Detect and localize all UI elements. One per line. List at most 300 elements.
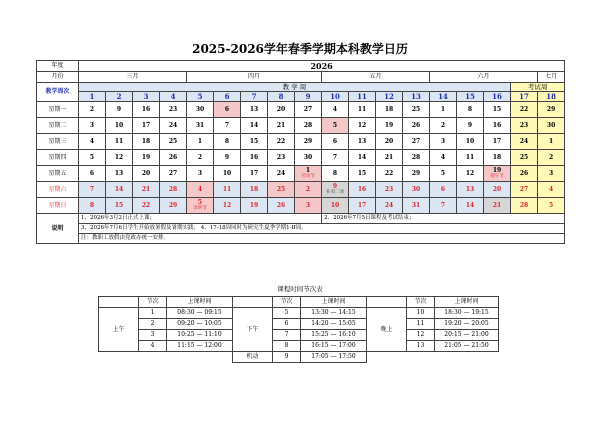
day-number: 12 bbox=[357, 121, 367, 129]
day-cell bbox=[511, 150, 538, 166]
day-number: 4 bbox=[440, 153, 446, 161]
day-number: 30 bbox=[411, 185, 421, 193]
day-number: 20 bbox=[276, 105, 286, 113]
day-number: 13 bbox=[465, 185, 475, 193]
blank-cell bbox=[367, 352, 499, 363]
day-number: 31 bbox=[195, 121, 205, 129]
day-cell bbox=[187, 118, 214, 134]
holiday-note: 清明节 bbox=[193, 205, 207, 211]
day-number: 16 bbox=[141, 105, 151, 113]
day-number: 24 bbox=[384, 201, 394, 209]
day-cell bbox=[214, 102, 241, 118]
day-number: 11 bbox=[465, 153, 475, 161]
day-number: 21 bbox=[492, 201, 502, 209]
month-march: 三月 bbox=[79, 72, 187, 83]
day-number: 19 bbox=[141, 153, 151, 161]
day-cell bbox=[133, 118, 160, 134]
day-number: 30 bbox=[195, 105, 205, 113]
flex-label: 机动 bbox=[233, 352, 273, 363]
day-number: 17 bbox=[492, 137, 502, 145]
day-cell bbox=[268, 102, 295, 118]
day-cell bbox=[295, 166, 322, 182]
day-cell bbox=[484, 134, 511, 150]
day-number: 25 bbox=[276, 185, 286, 193]
day-number: 13 bbox=[249, 105, 259, 113]
day-number: 15 bbox=[492, 105, 502, 113]
day-number: 15 bbox=[114, 201, 124, 209]
time-header: 上课时间 bbox=[435, 297, 499, 308]
day-number: 2 bbox=[197, 153, 203, 161]
day-cell bbox=[403, 182, 430, 198]
day-number: 4 bbox=[89, 137, 95, 145]
day-cell bbox=[268, 134, 295, 150]
day-cell bbox=[160, 150, 187, 166]
period-time: 19:20 — 20:05 bbox=[435, 319, 499, 330]
day-number: 24 bbox=[276, 169, 286, 177]
day-number: 29 bbox=[546, 105, 556, 113]
calendar-table bbox=[36, 60, 565, 244]
day-number: 14 bbox=[249, 121, 259, 129]
day-cell bbox=[106, 150, 133, 166]
day-cell bbox=[106, 198, 133, 214]
day-number: 29 bbox=[303, 137, 313, 145]
day-number: 8 bbox=[467, 105, 473, 113]
day-number: 6 bbox=[89, 169, 95, 177]
day-number: 28 bbox=[519, 201, 529, 209]
period-time: 17:05 — 17:50 bbox=[301, 352, 367, 363]
day-cell bbox=[322, 102, 349, 118]
day-cell bbox=[160, 198, 187, 214]
period-number: 10 bbox=[407, 308, 435, 319]
day-number: 1 bbox=[440, 105, 446, 113]
day-number: 3 bbox=[305, 201, 311, 209]
year-label: 年度 bbox=[37, 61, 79, 72]
period-number: 2 bbox=[139, 319, 167, 330]
day-cell bbox=[511, 118, 538, 134]
schedule-title: 课程时间节次表 bbox=[277, 285, 323, 293]
month-may: 五月 bbox=[322, 72, 430, 83]
period-header: 节次 bbox=[139, 297, 167, 308]
day-cell bbox=[187, 102, 214, 118]
day-cell bbox=[79, 134, 106, 150]
day-cell bbox=[214, 150, 241, 166]
day-cell bbox=[484, 102, 511, 118]
day-number: 27 bbox=[411, 137, 421, 145]
day-cell bbox=[403, 166, 430, 182]
period-time: 14:20 — 15:05 bbox=[301, 319, 367, 330]
day-number: 19 bbox=[384, 121, 394, 129]
day-cell bbox=[187, 182, 214, 198]
day-cell bbox=[457, 118, 484, 134]
day-number: 26 bbox=[411, 121, 421, 129]
day-number: 22 bbox=[276, 137, 286, 145]
week-number: 1 bbox=[79, 92, 106, 102]
day-cell bbox=[106, 134, 133, 150]
day-cell bbox=[214, 182, 241, 198]
day-cell bbox=[430, 150, 457, 166]
day-number: 8 bbox=[332, 169, 338, 177]
day-number: 4 bbox=[549, 185, 554, 193]
period-number: 6 bbox=[273, 319, 301, 330]
day-number: 6 bbox=[224, 105, 230, 113]
day-cell bbox=[457, 150, 484, 166]
week-number: 9 bbox=[295, 92, 322, 102]
week-number: 7 bbox=[241, 92, 268, 102]
day-number: 20 bbox=[384, 137, 394, 145]
week-number: 14 bbox=[430, 92, 457, 102]
day-number: 1 bbox=[305, 166, 311, 174]
day-cell bbox=[268, 166, 295, 182]
month-april: 四月 bbox=[187, 72, 322, 83]
day-number: 26 bbox=[519, 169, 529, 177]
day-cell bbox=[79, 166, 106, 182]
day-number: 16 bbox=[249, 153, 259, 161]
day-cell bbox=[295, 198, 322, 214]
period-number: 3 bbox=[139, 330, 167, 341]
day-number: 21 bbox=[141, 185, 151, 193]
day-number: 30 bbox=[546, 121, 556, 129]
day-number: 2 bbox=[440, 121, 446, 129]
note-line-2: 3、2026年7月6日学生开始放暑假及暑期实践； 4、17-18周同时为研究生夏季学期1-II周。 bbox=[79, 224, 565, 234]
period-time: 15:25 — 16:10 bbox=[301, 330, 367, 341]
period-time: 09:20 — 10:05 bbox=[167, 319, 233, 330]
blank-cell bbox=[233, 297, 273, 308]
day-cell bbox=[241, 102, 268, 118]
day-number: 9 bbox=[224, 153, 230, 161]
day-cell bbox=[457, 198, 484, 214]
day-number: 17 bbox=[357, 201, 367, 209]
week-number: 4 bbox=[160, 92, 187, 102]
day-number: 12 bbox=[465, 169, 475, 177]
month-label: 月份 bbox=[37, 72, 79, 83]
period-number: 12 bbox=[407, 330, 435, 341]
day-cell bbox=[322, 198, 349, 214]
day-number: 21 bbox=[384, 153, 394, 161]
note-line-1b: 2、2026年7月5日课程及考试结束； bbox=[322, 214, 565, 224]
afternoon-label: 下午 bbox=[233, 308, 273, 352]
day-cell bbox=[160, 118, 187, 134]
day-cell bbox=[268, 150, 295, 166]
day-number: 7 bbox=[440, 201, 446, 209]
day-number: 12 bbox=[222, 201, 232, 209]
day-cell bbox=[457, 134, 484, 150]
day-cell bbox=[511, 102, 538, 118]
day-cell bbox=[241, 182, 268, 198]
day-cell bbox=[160, 102, 187, 118]
day-number: 30 bbox=[303, 153, 313, 161]
day-number: 10 bbox=[330, 201, 340, 209]
week-number: 2 bbox=[106, 92, 133, 102]
period-time: 10:25 — 11:10 bbox=[167, 330, 233, 341]
day-number: 5 bbox=[197, 198, 203, 206]
day-cell bbox=[214, 198, 241, 214]
day-number: 5 bbox=[332, 121, 338, 129]
day-number: 7 bbox=[332, 153, 338, 161]
day-number: 18 bbox=[384, 105, 394, 113]
day-number: 18 bbox=[249, 185, 259, 193]
day-cell bbox=[376, 118, 403, 134]
day-cell bbox=[241, 198, 268, 214]
day-number: 29 bbox=[168, 201, 178, 209]
day-number: 23 bbox=[384, 185, 394, 193]
day-number: 23 bbox=[168, 105, 178, 113]
day-number: 14 bbox=[357, 153, 367, 161]
day-cell bbox=[295, 118, 322, 134]
day-cell bbox=[376, 150, 403, 166]
morning-label: 上午 bbox=[99, 308, 139, 352]
day-cell bbox=[349, 134, 376, 150]
day-cell bbox=[349, 102, 376, 118]
day-cell bbox=[376, 134, 403, 150]
week-number: 5 bbox=[187, 92, 214, 102]
day-cell bbox=[538, 150, 565, 166]
week-number: 3 bbox=[133, 92, 160, 102]
day-number: 29 bbox=[411, 169, 421, 177]
day-cell bbox=[538, 134, 565, 150]
day-cell bbox=[484, 118, 511, 134]
day-number: 18 bbox=[492, 153, 502, 161]
period-header: 节次 bbox=[407, 297, 435, 308]
day-number: 8 bbox=[224, 137, 230, 145]
week-number: 11 bbox=[349, 92, 376, 102]
day-cell bbox=[430, 134, 457, 150]
day-cell bbox=[538, 166, 565, 182]
day-number: 14 bbox=[114, 185, 124, 193]
day-number: 5 bbox=[549, 201, 554, 209]
period-number: 4 bbox=[139, 341, 167, 352]
day-number: 3 bbox=[89, 121, 95, 129]
day-cell bbox=[484, 166, 511, 182]
day-cell bbox=[376, 166, 403, 182]
day-cell bbox=[241, 134, 268, 150]
blank-cell bbox=[99, 352, 233, 363]
day-cell bbox=[133, 166, 160, 182]
day-cell bbox=[268, 182, 295, 198]
day-number: 13 bbox=[357, 137, 367, 145]
day-cell bbox=[322, 182, 349, 198]
day-number: 31 bbox=[411, 201, 421, 209]
day-cell bbox=[538, 102, 565, 118]
day-number: 25 bbox=[519, 153, 529, 161]
period-time: 21:05 — 21:50 bbox=[435, 341, 499, 352]
weekday-label: 星期三 bbox=[37, 134, 79, 150]
day-cell bbox=[295, 150, 322, 166]
blank-cell bbox=[367, 297, 407, 308]
day-number: 11 bbox=[357, 105, 367, 113]
day-number: 6 bbox=[332, 137, 338, 145]
day-number: 28 bbox=[168, 185, 178, 193]
note-line-1a: 1、2026年3月2日正式上课； bbox=[79, 214, 322, 224]
period-time: 20:15 — 21:00 bbox=[435, 330, 499, 341]
exam-week-label: 考试周 bbox=[511, 83, 565, 92]
note-line-3: 注：教职工放假由党政办统一安排。 bbox=[79, 234, 565, 244]
day-number: 3 bbox=[549, 169, 554, 177]
day-number: 2 bbox=[549, 153, 554, 161]
day-cell bbox=[322, 166, 349, 182]
day-cell bbox=[79, 118, 106, 134]
day-number: 20 bbox=[141, 169, 151, 177]
period-number: 11 bbox=[407, 319, 435, 330]
day-number: 3 bbox=[440, 137, 446, 145]
day-number: 22 bbox=[384, 169, 394, 177]
day-cell bbox=[241, 166, 268, 182]
day-cell bbox=[403, 102, 430, 118]
day-cell bbox=[295, 102, 322, 118]
day-number: 20 bbox=[492, 185, 502, 193]
day-number: 27 bbox=[519, 185, 529, 193]
day-number: 10 bbox=[114, 121, 124, 129]
day-cell bbox=[214, 118, 241, 134]
month-june: 六月 bbox=[430, 72, 538, 83]
day-cell bbox=[187, 166, 214, 182]
day-number: 22 bbox=[519, 105, 529, 113]
day-cell bbox=[160, 134, 187, 150]
week-number: 12 bbox=[376, 92, 403, 102]
weekday-label: 星期一 bbox=[37, 102, 79, 118]
day-cell bbox=[403, 198, 430, 214]
day-number: 4 bbox=[332, 105, 338, 113]
day-cell bbox=[106, 182, 133, 198]
day-cell bbox=[430, 166, 457, 182]
weekday-label: 星期日 bbox=[37, 198, 79, 214]
time-header: 上课时间 bbox=[301, 297, 367, 308]
day-cell bbox=[133, 150, 160, 166]
day-cell bbox=[538, 182, 565, 198]
day-number: 19 bbox=[249, 201, 259, 209]
day-cell bbox=[349, 182, 376, 198]
day-cell bbox=[133, 182, 160, 198]
period-number: 13 bbox=[407, 341, 435, 352]
day-cell bbox=[322, 134, 349, 150]
day-cell bbox=[538, 118, 565, 134]
weekday-label: 星期六 bbox=[37, 182, 79, 198]
day-number: 23 bbox=[519, 121, 529, 129]
day-number: 15 bbox=[249, 137, 259, 145]
week-number: 10 bbox=[322, 92, 349, 102]
day-number: 21 bbox=[276, 121, 286, 129]
day-cell bbox=[349, 118, 376, 134]
day-cell bbox=[349, 166, 376, 182]
day-number: 23 bbox=[276, 153, 286, 161]
day-cell bbox=[430, 118, 457, 134]
day-cell bbox=[403, 134, 430, 150]
day-cell bbox=[403, 150, 430, 166]
day-cell bbox=[241, 150, 268, 166]
day-cell bbox=[295, 134, 322, 150]
day-cell bbox=[214, 166, 241, 182]
day-cell bbox=[376, 198, 403, 214]
day-cell bbox=[511, 198, 538, 214]
day-cell bbox=[187, 198, 214, 214]
weekday-label: 星期二 bbox=[37, 118, 79, 134]
page-title: 2025-2026学年春季学期本科教学日历 bbox=[192, 42, 408, 56]
day-number: 2 bbox=[305, 185, 311, 193]
day-number: 8 bbox=[89, 201, 95, 209]
weekday-label: 星期五 bbox=[37, 166, 79, 182]
day-cell bbox=[349, 150, 376, 166]
teaching-week-label: 教 学 周 bbox=[79, 83, 511, 92]
day-number: 5 bbox=[89, 153, 95, 161]
day-cell bbox=[430, 182, 457, 198]
day-number: 25 bbox=[411, 105, 421, 113]
evening-label: 晚上 bbox=[367, 308, 407, 352]
day-number: 9 bbox=[116, 105, 122, 113]
day-cell bbox=[484, 182, 511, 198]
week-number: 17 bbox=[511, 92, 538, 102]
day-number: 27 bbox=[168, 169, 178, 177]
week-number: 8 bbox=[268, 92, 295, 102]
day-cell bbox=[106, 118, 133, 134]
schedule-table bbox=[98, 296, 499, 363]
day-number: 16 bbox=[492, 121, 502, 129]
day-number: 27 bbox=[303, 105, 313, 113]
period-time: 08:30 — 09:15 bbox=[167, 308, 233, 319]
period-number: 5 bbox=[273, 308, 301, 319]
day-number: 28 bbox=[411, 153, 421, 161]
period-number: 9 bbox=[273, 352, 301, 363]
day-cell bbox=[430, 102, 457, 118]
week-number: 6 bbox=[214, 92, 241, 102]
day-number: 6 bbox=[440, 185, 446, 193]
day-number: 1 bbox=[549, 137, 554, 145]
day-cell bbox=[457, 102, 484, 118]
period-number: 8 bbox=[273, 341, 301, 352]
day-cell bbox=[295, 182, 322, 198]
day-cell bbox=[403, 118, 430, 134]
day-cell bbox=[511, 182, 538, 198]
day-number: 28 bbox=[303, 121, 313, 129]
day-cell bbox=[457, 166, 484, 182]
day-cell bbox=[376, 102, 403, 118]
month-july: 七月 bbox=[538, 72, 565, 83]
day-cell bbox=[322, 118, 349, 134]
day-cell bbox=[160, 182, 187, 198]
day-cell bbox=[322, 150, 349, 166]
day-number: 17 bbox=[249, 169, 259, 177]
day-cell bbox=[511, 166, 538, 182]
day-number: 14 bbox=[465, 201, 475, 209]
day-cell bbox=[538, 198, 565, 214]
period-header: 节次 bbox=[273, 297, 301, 308]
day-cell bbox=[268, 118, 295, 134]
period-time: 13:30 — 14:15 bbox=[301, 308, 367, 319]
day-cell bbox=[457, 182, 484, 198]
day-number: 4 bbox=[197, 185, 203, 193]
day-cell bbox=[106, 102, 133, 118]
day-number: 2 bbox=[89, 105, 95, 113]
notes-label: 说明 bbox=[37, 214, 79, 244]
day-number: 26 bbox=[276, 201, 286, 209]
year-value: 2026 bbox=[79, 61, 565, 72]
day-cell bbox=[214, 134, 241, 150]
day-cell bbox=[160, 166, 187, 182]
day-cell bbox=[106, 166, 133, 182]
day-number: 24 bbox=[519, 137, 529, 145]
day-cell bbox=[133, 134, 160, 150]
holiday-note: 劳动节 bbox=[301, 173, 315, 179]
period-number: 1 bbox=[139, 308, 167, 319]
day-cell bbox=[79, 182, 106, 198]
week-number: 18 bbox=[538, 92, 565, 102]
day-cell bbox=[79, 102, 106, 118]
week-number: 15 bbox=[457, 92, 484, 102]
week-number: 16 bbox=[484, 92, 511, 102]
day-number: 16 bbox=[357, 185, 367, 193]
day-number: 11 bbox=[114, 137, 124, 145]
day-number: 22 bbox=[141, 201, 151, 209]
day-cell bbox=[484, 150, 511, 166]
day-number: 18 bbox=[141, 137, 151, 145]
